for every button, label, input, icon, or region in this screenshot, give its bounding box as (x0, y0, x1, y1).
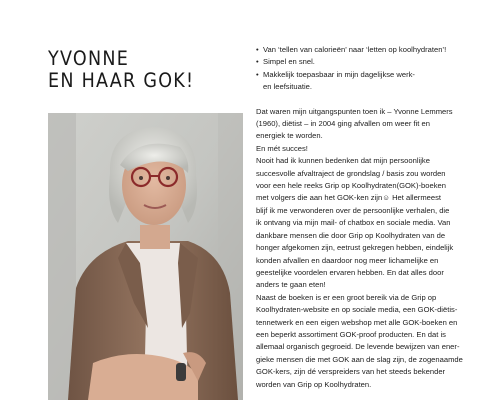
body-line: voor een hele reeks Grip op Koolhydraten(GOK)-boeken (256, 181, 446, 191)
body-line: Nooit had ik kunnen bedenken dat mijn persoonlijke (256, 156, 430, 166)
body-line: ik ontvang via mijn mail- of chatbox en sociale media. Van (256, 218, 451, 228)
body-line: geestelijke voordelen ervaren hebben. En dat alles door (256, 267, 444, 277)
body-line: allemaal organisch gegroeid. De levende bewijzen van ener- (256, 342, 460, 352)
bullet-line: • Simpel en snel. (263, 57, 315, 67)
body-line: worden van Grip op Koolhydraten. (256, 379, 372, 389)
body-line: Koolhydraten-website en op sociale media, een GOK-diëtis- (256, 305, 458, 315)
body-line: energiek te worden. (256, 131, 323, 141)
body-line: dankbare mensen die door Grip op Koolhydraten van de (256, 230, 446, 240)
text-column (256, 44, 488, 391)
body-line: gieke mensen die met GOK aan de slag zijn, de zogenaamde (256, 354, 463, 364)
bullet-line: en leefsituatie. (263, 82, 312, 92)
bullet-item (256, 56, 488, 68)
body-line: Dat waren mijn uitgangspunten toen ik – Yvonne Lemmers (256, 106, 453, 116)
body-line: (1960), diëtist – in 2004 ging afvallen om weer fit en (256, 119, 430, 129)
bullet-line: • Makkelijk toepasbaar in mijn dagelijkse werk- (263, 69, 415, 79)
body-line: tennetwerk en een eigen webshop met alle GOK-boeken en (256, 317, 458, 327)
body-line: Naast de boeken is er een groot bereik via de Grip op (256, 292, 437, 302)
page-title (48, 48, 215, 92)
bullet-list (256, 44, 488, 94)
body-line: En mét succes! (256, 143, 308, 153)
body-line: anders te gaan eten! (256, 280, 326, 290)
body-line: GOK-kers, zijn dé verspreiders van het steeds bekender (256, 367, 446, 377)
body-line: blijf ik me verwonderen over de persoonlijke verhalen, die (256, 205, 450, 215)
title-line-1: YVONNE (48, 47, 130, 70)
body-line: honger afgekomen zijn, eetrust gekregen hebben, eindelijk (256, 243, 454, 253)
body-line: een beperkt assortiment GOK-proof producten. En dat is (256, 329, 446, 339)
body-text (256, 106, 488, 391)
body-line: met volgers die aan het GOK-ken zijn☺ Het allermeest (256, 193, 442, 203)
portrait-photo (48, 113, 243, 400)
bullet-item (256, 69, 488, 94)
body-line: konden afvallen en daardoor nog meer lichamelijke en (256, 255, 439, 265)
bullet-line: • Van ‘tellen van calorieën’ naar ‘letten op koolhydraten’! (263, 45, 447, 54)
bullet-item (256, 44, 488, 56)
title-line-2: EN HAAR GOK! (48, 69, 195, 92)
body-line: succesvolle afvaltraject de grondslag / basis zou worden (256, 168, 446, 178)
